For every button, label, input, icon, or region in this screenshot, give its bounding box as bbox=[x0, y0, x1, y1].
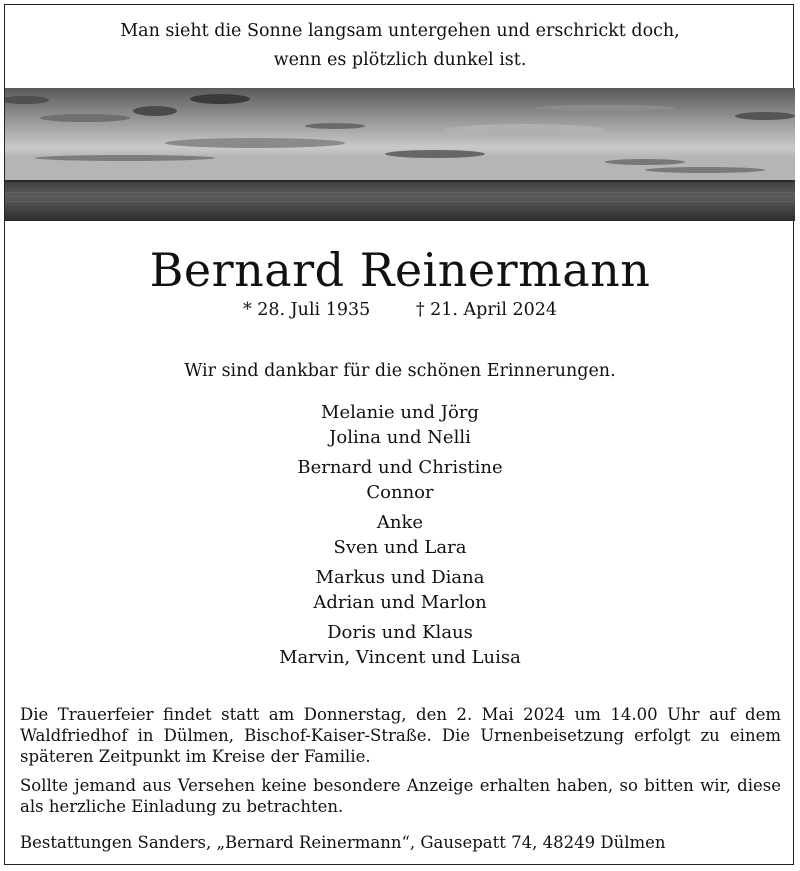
family-line: Melanie und Jörg bbox=[321, 402, 479, 423]
deceased-name: Bernard Reinermann bbox=[149, 243, 651, 297]
family-line: Doris und Klaus bbox=[327, 622, 473, 643]
funeral-home-footer: Bestattungen Sanders, „Bernard Reinermann“, Gausepatt 74, 48249 Dülmen bbox=[20, 833, 666, 852]
thanks-line: Wir sind dankbar für die schönen Erinnerungen. bbox=[184, 361, 616, 381]
family-group bbox=[0, 620, 800, 670]
family-line: Jolina und Nelli bbox=[329, 427, 471, 448]
family-group bbox=[0, 565, 800, 615]
invitation-paragraph: Sollte jemand aus Versehen keine besondere Anzeige erhalten haben, so bitten wir, diese als herzliche Einladung zu betrachten. bbox=[20, 776, 781, 816]
birth-date: * 28. Juli 1935 bbox=[242, 300, 371, 320]
death-date: † 21. April 2024 bbox=[415, 300, 558, 320]
family-line: Marvin, Vincent und Luisa bbox=[279, 647, 521, 668]
family-line: Connor bbox=[366, 482, 434, 503]
family-line: Adrian und Marlon bbox=[313, 592, 487, 613]
family-line: Bernard und Christine bbox=[297, 457, 503, 478]
ceremony-paragraph: Die Trauerfeier findet statt am Donnerstag, den 2. Mai 2024 um 14.00 Uhr auf dem Waldfriedhof in Dülmen, Bischof-Kaiser-Straße. Die Urnenbeisetzung erfolgt zu einem späteren Zeitpunkt im Kreise der Familie. bbox=[20, 705, 781, 766]
family-group bbox=[0, 510, 800, 560]
family-line: Anke bbox=[376, 512, 424, 533]
life-dates bbox=[0, 300, 800, 320]
quote-line-2: wenn es plötzlich dunkel ist. bbox=[273, 50, 527, 70]
family-line: Markus und Diana bbox=[315, 567, 485, 588]
quote-block bbox=[5, 5, 795, 75]
family-group bbox=[0, 455, 800, 505]
quote-line-1: Man sieht die Sonne langsam untergehen und erschrickt doch, bbox=[120, 21, 680, 41]
sunset-sea-photo bbox=[5, 88, 795, 221]
family-group bbox=[0, 400, 800, 450]
notice-text bbox=[20, 704, 781, 825]
family-line: Sven und Lara bbox=[333, 537, 467, 558]
family-list bbox=[0, 400, 800, 675]
